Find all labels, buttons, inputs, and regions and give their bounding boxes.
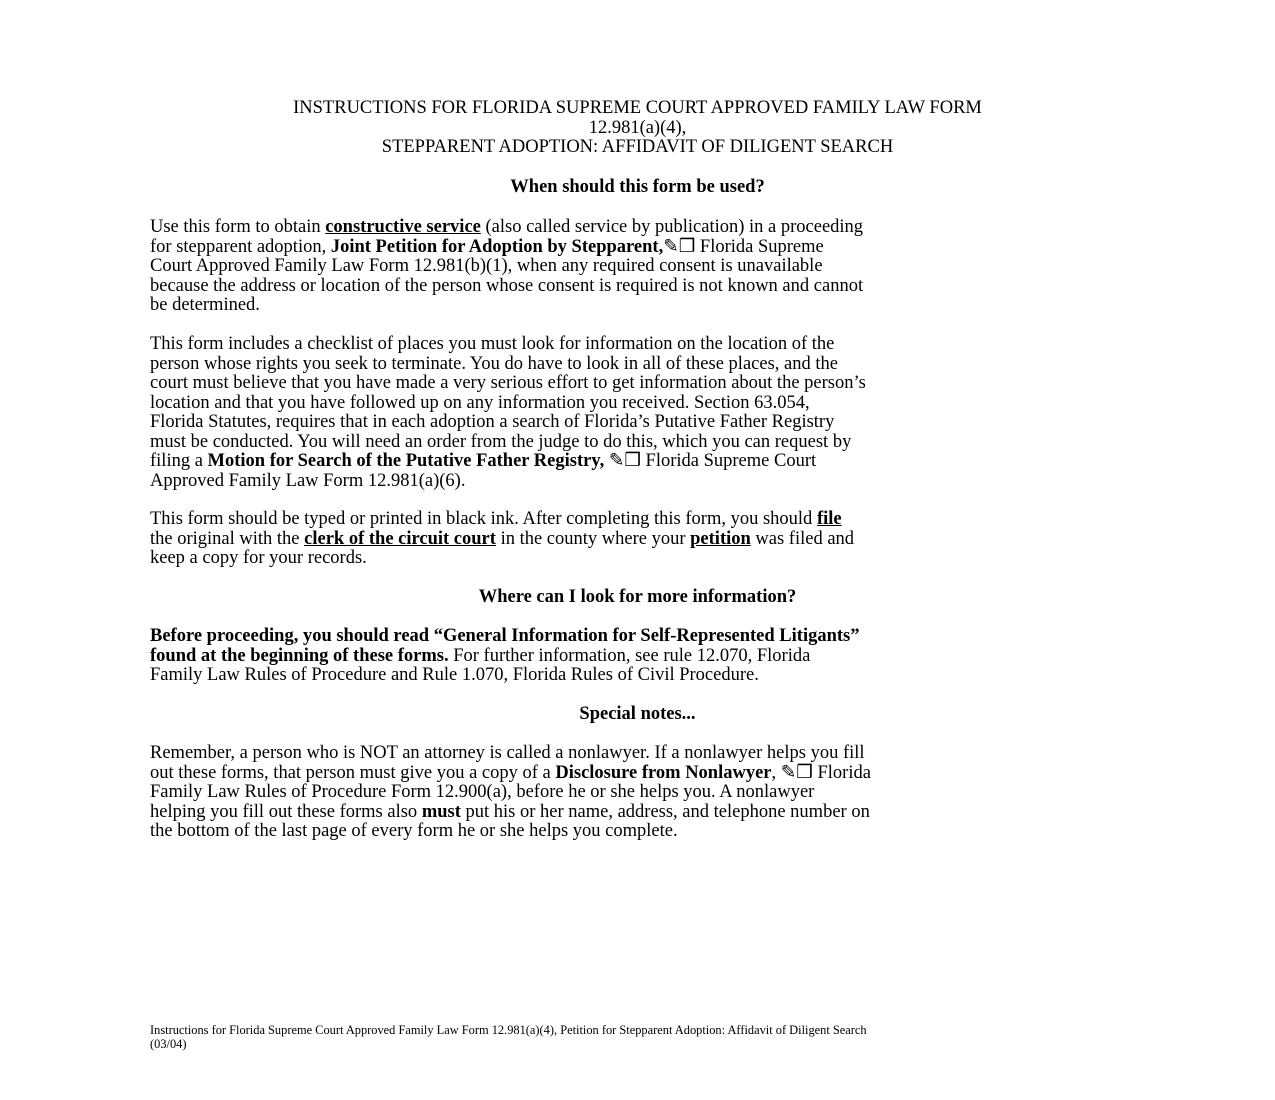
footer-line-1: Instructions for Florida Supreme Court Approved Family Law Form 12.981(a)(4), Petition for Stepparent Adoption: Affidavit of Diligent Search xyxy=(150,1023,867,1037)
text-line: person whose rights you seek to terminate. You do have to look in all of these places, and the xyxy=(150,353,838,374)
pencil-box-icon: ✎❒ xyxy=(608,451,641,471)
text-line: because the address or location of the person whose consent is required is not known and cannot xyxy=(150,275,864,296)
form-name-joint-petition: Joint Petition for Adoption by Stepparent, xyxy=(330,236,664,257)
paragraph-checklist xyxy=(150,335,1135,491)
text-run: helping you fill out these forms also xyxy=(150,801,422,822)
text-run: This form should be typed or printed in black ink. After completing this form, you should xyxy=(150,509,817,529)
text-line: the bottom of the last page of every form he or she helps you complete. xyxy=(150,821,678,841)
text-run: filing a xyxy=(150,451,208,471)
text-run: Florida Supreme Court xyxy=(640,451,817,471)
term-petition: petition xyxy=(690,528,751,549)
text-run: found at the beginning of these forms. xyxy=(150,645,449,666)
text-run: in the county where your xyxy=(495,528,691,549)
term-clerk-of-circuit-court: clerk of the circuit court xyxy=(304,528,496,549)
text-line xyxy=(150,764,1135,784)
term-file: file xyxy=(816,509,842,529)
text-line: Before proceeding, you should read “General Information for Self-Represented Litigants” xyxy=(150,626,860,646)
text-line xyxy=(150,238,1135,258)
paragraph-more-information xyxy=(150,627,1135,686)
text-line: court must believe that you have made a very serious effort to get information about the person’s xyxy=(150,373,866,393)
form-name-disclosure: Disclosure from Nonlawyer xyxy=(555,762,772,783)
text-line: keep a copy for your records. xyxy=(150,548,367,568)
page-title xyxy=(150,99,1125,158)
text-line xyxy=(150,510,1135,530)
text-line: Florida Statutes, requires that in each adoption a search of Florida’s Putative Father Registry xyxy=(150,412,835,432)
term-must: must xyxy=(421,801,461,822)
title-line-2: 12.981(a)(4), xyxy=(588,117,687,138)
pencil-box-icon: ✎❒ xyxy=(780,762,813,783)
pencil-box-icon: ✎❒ xyxy=(663,236,696,257)
paragraph-filing xyxy=(150,510,1135,569)
text-run: (also called service by publication) in a proceeding xyxy=(480,217,864,237)
text-run: out these forms, that person must give you a copy of a xyxy=(150,762,556,783)
text-line xyxy=(150,647,1135,667)
title-line-1: INSTRUCTIONS FOR FLORIDA SUPREME COURT APPROVED FAMILY LAW FORM xyxy=(293,98,982,118)
title-line-3: STEPPARENT ADOPTION: AFFIDAVIT OF DILIGENT SEARCH xyxy=(381,137,894,158)
text-line: Family Law Rules of Procedure and Rule 1.070, Florida Rules of Civil Procedure. xyxy=(150,665,759,685)
text-line: be determined. xyxy=(150,295,260,315)
text-line xyxy=(150,218,1135,238)
text-line: Approved Family Law Form 12.981(a)(6). xyxy=(150,470,466,491)
paragraph-constructive-service xyxy=(150,218,1135,316)
term-constructive-service: constructive service xyxy=(325,217,481,237)
heading-more-information: Where can I look for more information? xyxy=(478,587,797,607)
text-run: Florida xyxy=(812,762,871,783)
text-line: Remember, a person who is NOT an attorney is called a nonlawyer. If a nonlawyer helps you fill xyxy=(150,743,865,763)
text-run: was filed and xyxy=(750,528,855,549)
text-line: location and that you have followed up on any information you received. Section 63.054, xyxy=(150,392,810,413)
text-line: Family Law Rules of Procedure Form 12.900(a), before he or she helps you. A nonlawyer xyxy=(150,782,815,802)
text-line xyxy=(150,530,1135,550)
footer-line-2: (03/04) xyxy=(150,1037,187,1051)
heading-when-used: When should this form be used? xyxy=(510,177,765,197)
text-line: must be conducted. You will need an order from the judge to do this, which you can request by xyxy=(150,431,852,452)
text-run: Florida Supreme xyxy=(695,236,824,257)
page-footer xyxy=(150,1023,1135,1051)
text-run: the original with the xyxy=(150,528,305,549)
heading-special-notes: Special notes... xyxy=(579,704,696,724)
text-run: For further information, see rule 12.070, Florida xyxy=(448,645,811,666)
text-line: This form includes a checklist of places you must look for information on the location of the xyxy=(150,334,835,354)
text-run: for stepparent adoption, xyxy=(150,236,331,257)
text-run: , xyxy=(771,762,781,783)
text-run: put his or her name, address, and telephone number on xyxy=(460,801,870,822)
text-line: Court Approved Family Law Form 12.981(b)(1), when any required consent is unavailable xyxy=(150,256,823,276)
paragraph-nonlawyer xyxy=(150,744,1135,842)
text-line xyxy=(150,452,1135,472)
text-run: Use this form to obtain xyxy=(150,217,326,237)
text-line xyxy=(150,803,1135,823)
form-name-motion-search: Motion for Search of the Putative Father Registry, xyxy=(207,451,605,471)
